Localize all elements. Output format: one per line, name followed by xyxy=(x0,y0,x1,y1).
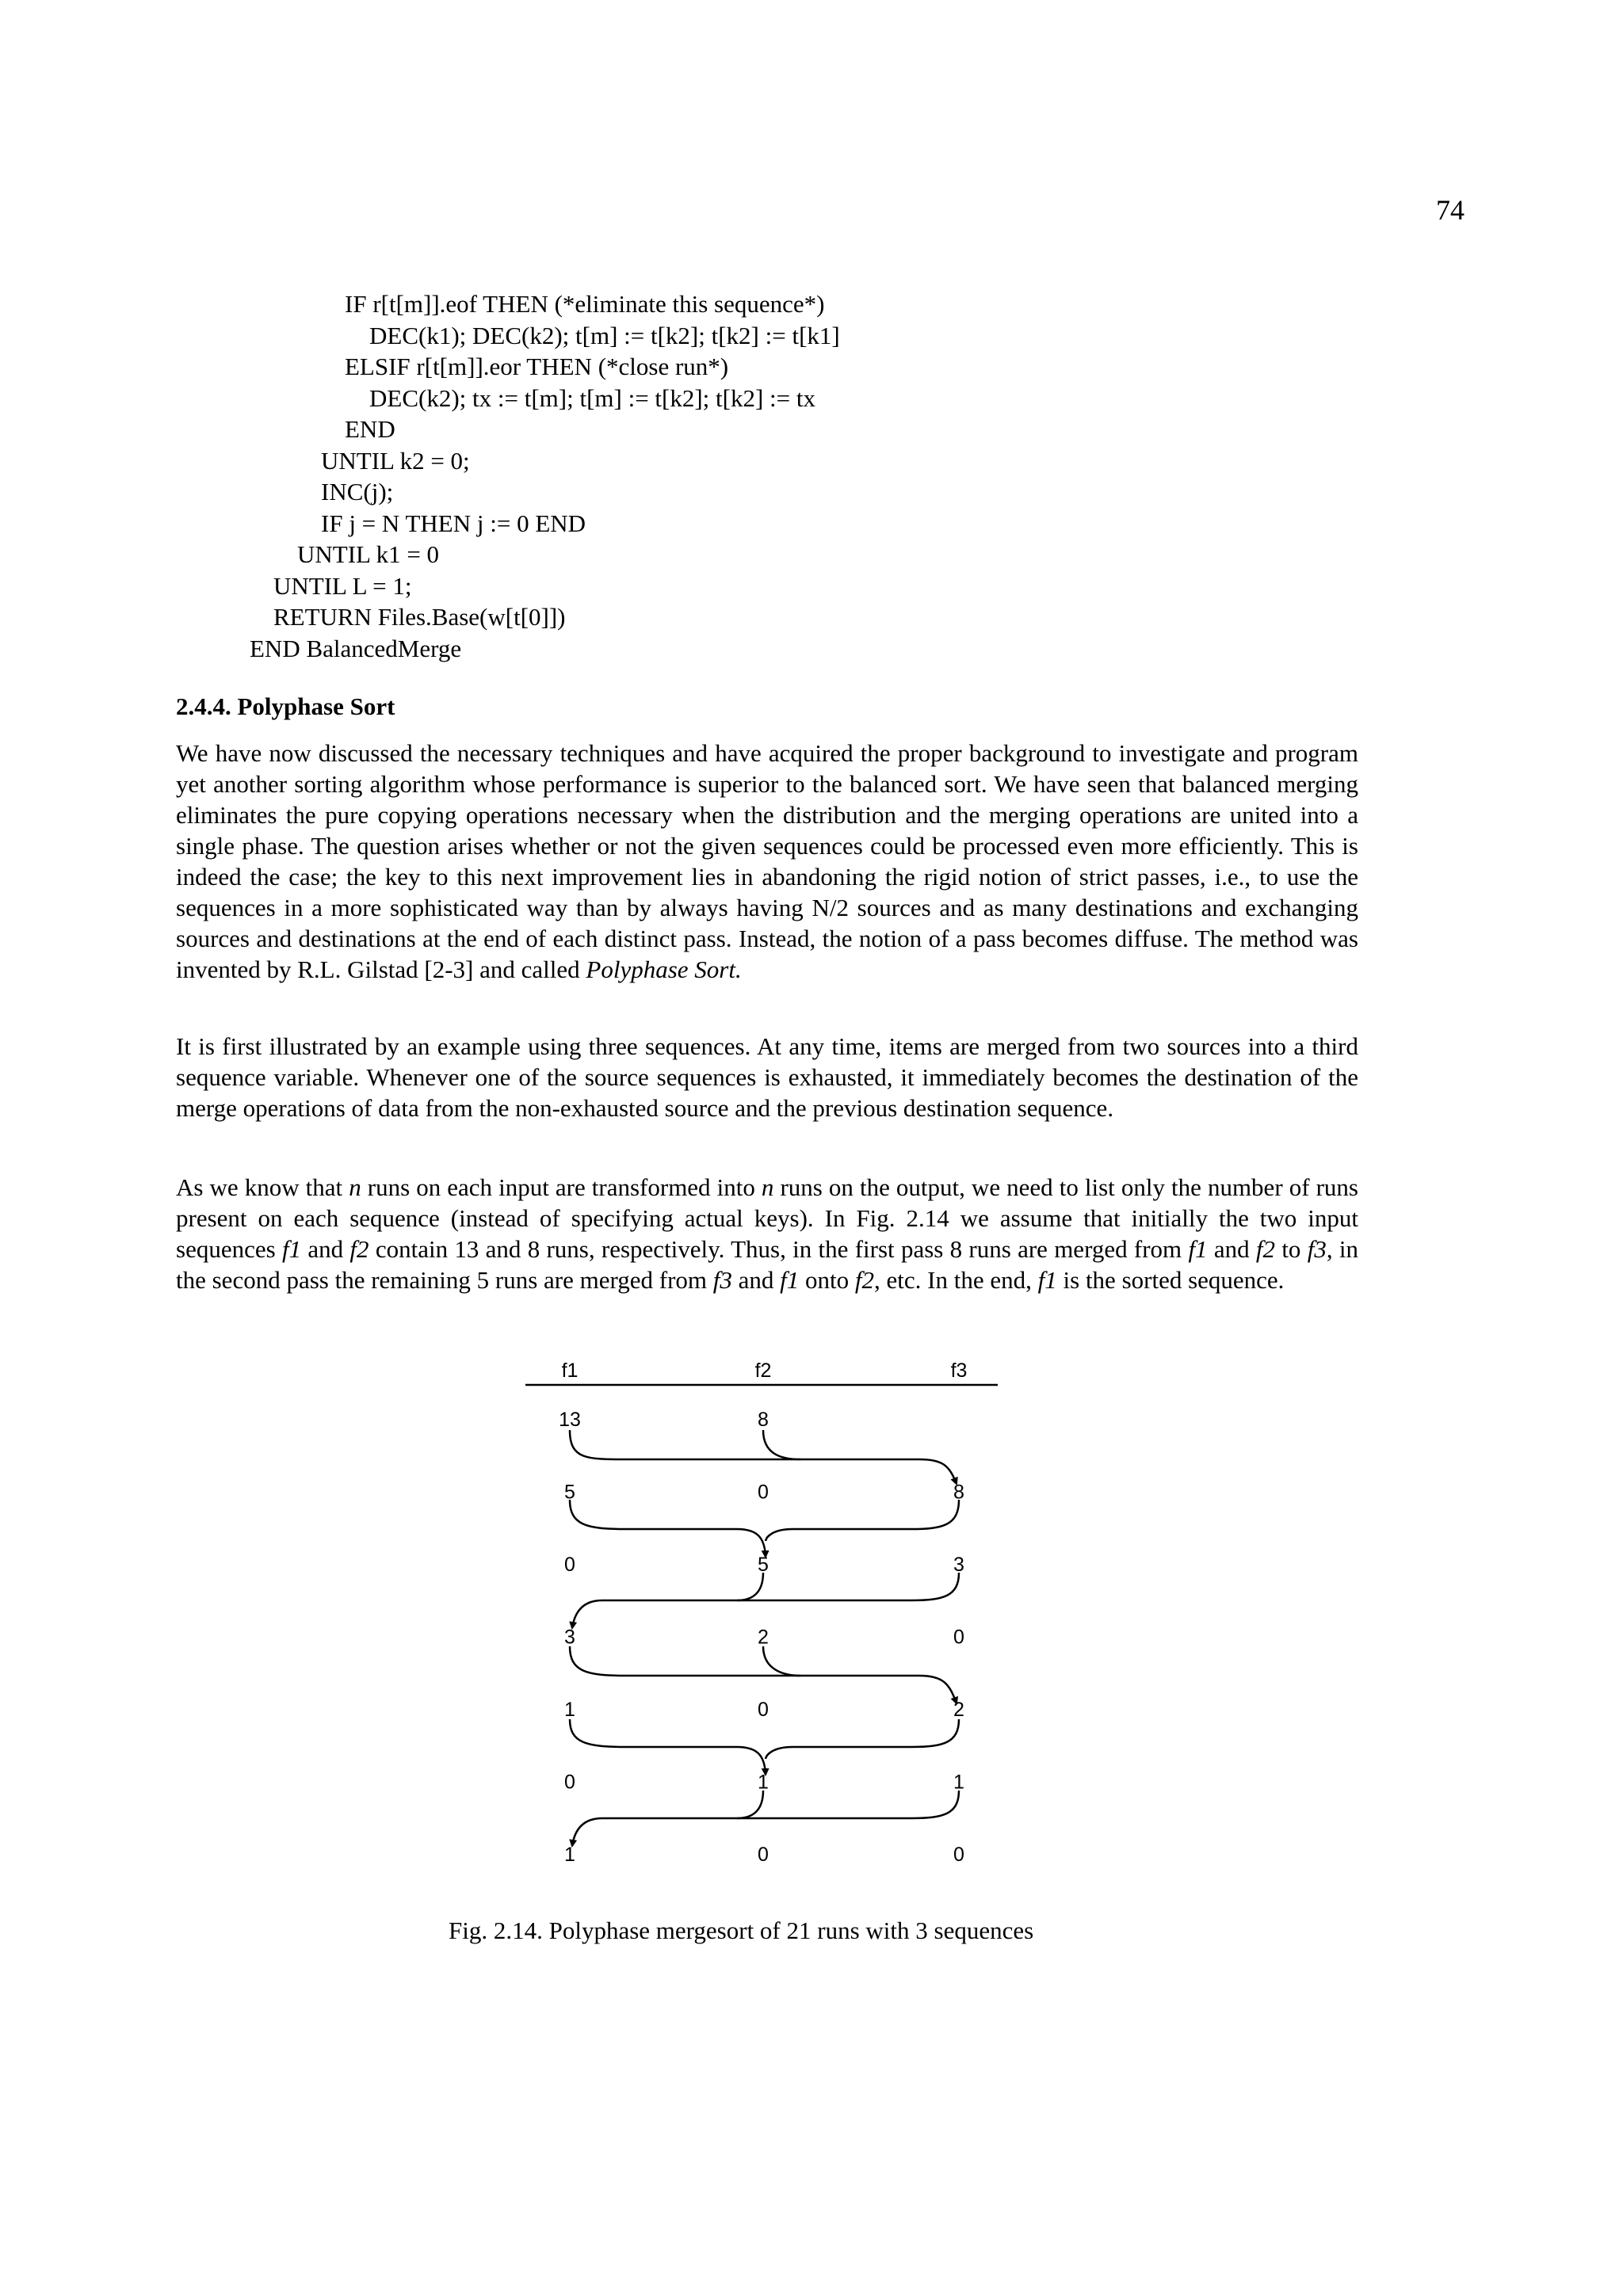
figure-header-f2: f2 xyxy=(754,1360,772,1382)
run-count-cell: 0 xyxy=(564,1771,575,1794)
section-heading: 2.4.4. Polyphase Sort xyxy=(176,692,395,720)
arrow-pass2-f1 xyxy=(570,1500,766,1557)
paragraph-intro xyxy=(176,738,1358,985)
arrow-pass5-f1 xyxy=(570,1719,766,1775)
run-count-cell: 1 xyxy=(953,1771,964,1794)
code-line: INC(j); xyxy=(321,478,394,505)
run-count-cell: 13 xyxy=(559,1409,581,1431)
run-count-cell: 1 xyxy=(564,1699,575,1721)
code-line: END BalancedMerge xyxy=(250,634,462,662)
merge-arrows xyxy=(570,1430,959,1846)
figure-cells xyxy=(559,1409,964,1866)
code-line: RETURN Files.Base(w[t[0]]) xyxy=(273,603,566,631)
run-count-cell: 0 xyxy=(953,1626,964,1649)
paragraph-illustration: It is first illustrated by an example using three sequences. At any time, items are merged from two sources into a third sequence variable. Whenever one of the source sequences is exhausted, it immediately becomes the destination of the merge operations of data from the non-exhausted source and the previous destination sequence. xyxy=(176,1032,1358,1122)
code-line: DEC(k2); tx := t[m]; t[m] := t[k2]; t[k2] := tx xyxy=(369,383,816,412)
arrow-pass6-f2 xyxy=(737,1791,763,1818)
code-listing xyxy=(0,288,840,664)
run-count-cell: 0 xyxy=(953,1844,964,1866)
run-count-cell: 5 xyxy=(758,1554,769,1576)
code-line: IF r[t[m]].eof THEN (*eliminate this sequence*) xyxy=(345,290,825,318)
run-count-cell: 3 xyxy=(564,1626,575,1649)
paragraph-runs: As we know that n runs on each input are transformed into n runs on the output, we need to list only the number of runs present on each sequence (instead of specifying actual keys). In Fig. 2.14 we assume that initially the two input sequences f1 and f2 contain 13 and 8 runs, respectively. Thus, in the first pass 8 runs are merged from f1 and f2 to f3, in the second pass the remaining 5 runs are merged from f3 and f1 onto f2, etc. In the end, f1 is the sorted sequence. xyxy=(176,1173,1358,1294)
run-count-cell: 0 xyxy=(758,1699,769,1721)
arrow-pass3-f3 xyxy=(572,1573,959,1628)
code-line: DEC(k1); DEC(k2); t[m] := t[k2]; t[k2] := t[k1] xyxy=(369,321,840,349)
run-count-cell: 2 xyxy=(758,1626,769,1649)
run-count-cell: 2 xyxy=(953,1699,964,1721)
run-count-cell: 5 xyxy=(564,1481,575,1504)
run-count-cell: 1 xyxy=(564,1844,575,1866)
run-count-cell: 3 xyxy=(953,1554,964,1576)
code-line: ELSIF r[t[m]].eor THEN (*close run*) xyxy=(345,353,729,380)
run-count-cell: 8 xyxy=(758,1409,769,1431)
figure-header-f3: f3 xyxy=(950,1360,968,1382)
figure-header-f1: f1 xyxy=(561,1360,579,1382)
code-line: END xyxy=(345,415,395,443)
run-count-cell: 0 xyxy=(758,1844,769,1866)
code-line: UNTIL k2 = 0; xyxy=(321,446,470,475)
run-count-cell: 1 xyxy=(758,1771,769,1794)
arrow-pass4-f2 xyxy=(763,1646,800,1676)
arrow-pass4-f1 xyxy=(570,1646,957,1703)
arrow-pass6-f3 xyxy=(572,1791,959,1846)
arrow-pass1-f2 xyxy=(763,1430,800,1459)
run-count-cell: 0 xyxy=(564,1554,575,1576)
figure-caption: Fig. 2.14. Polyphase mergesort of 21 runs with 3 sequences xyxy=(449,1917,1034,1944)
arrow-pass3-f2 xyxy=(737,1573,763,1600)
polyphase-sort-term: Polyphase Sort. xyxy=(586,955,742,983)
code-line: IF j = N THEN j := 0 END xyxy=(321,509,586,537)
paragraph-intro-text: We have now discussed the necessary techniques and have acquired the proper background to investigate and program yet another sorting algorithm whose performance is superior to the balanced sort. We have seen that balanced merging eliminates the pure copying operations necessary when the distribution and the merging operations are united into a single phase. The question arises whether or not the given sequences could be processed even more efficiently. This is indeed the case; the key to this next improvement lies in abandoning the rigid notion of strict passes, i.e., to use the sequences in a more sophisticated way than by always having N/2 sources and as many destinations and exchanging sources and destinations at the end of each distinct pass. Instead, the notion of a pass becomes diffuse. The method was invented by R.L. Gilstad [2-3] and called xyxy=(176,739,1358,983)
run-count-cell: 0 xyxy=(758,1481,769,1504)
code-line: UNTIL k1 = 0 xyxy=(297,540,440,568)
arrow-pass2-f3 xyxy=(766,1500,959,1541)
code-line: UNTIL L = 1; xyxy=(273,571,412,600)
figure-headers xyxy=(562,1360,968,1382)
page-number: 74 xyxy=(1436,194,1465,226)
run-count-cell: 8 xyxy=(953,1481,964,1504)
arrow-pass1-f1 xyxy=(570,1430,957,1484)
arrow-pass5-f3 xyxy=(766,1719,959,1759)
